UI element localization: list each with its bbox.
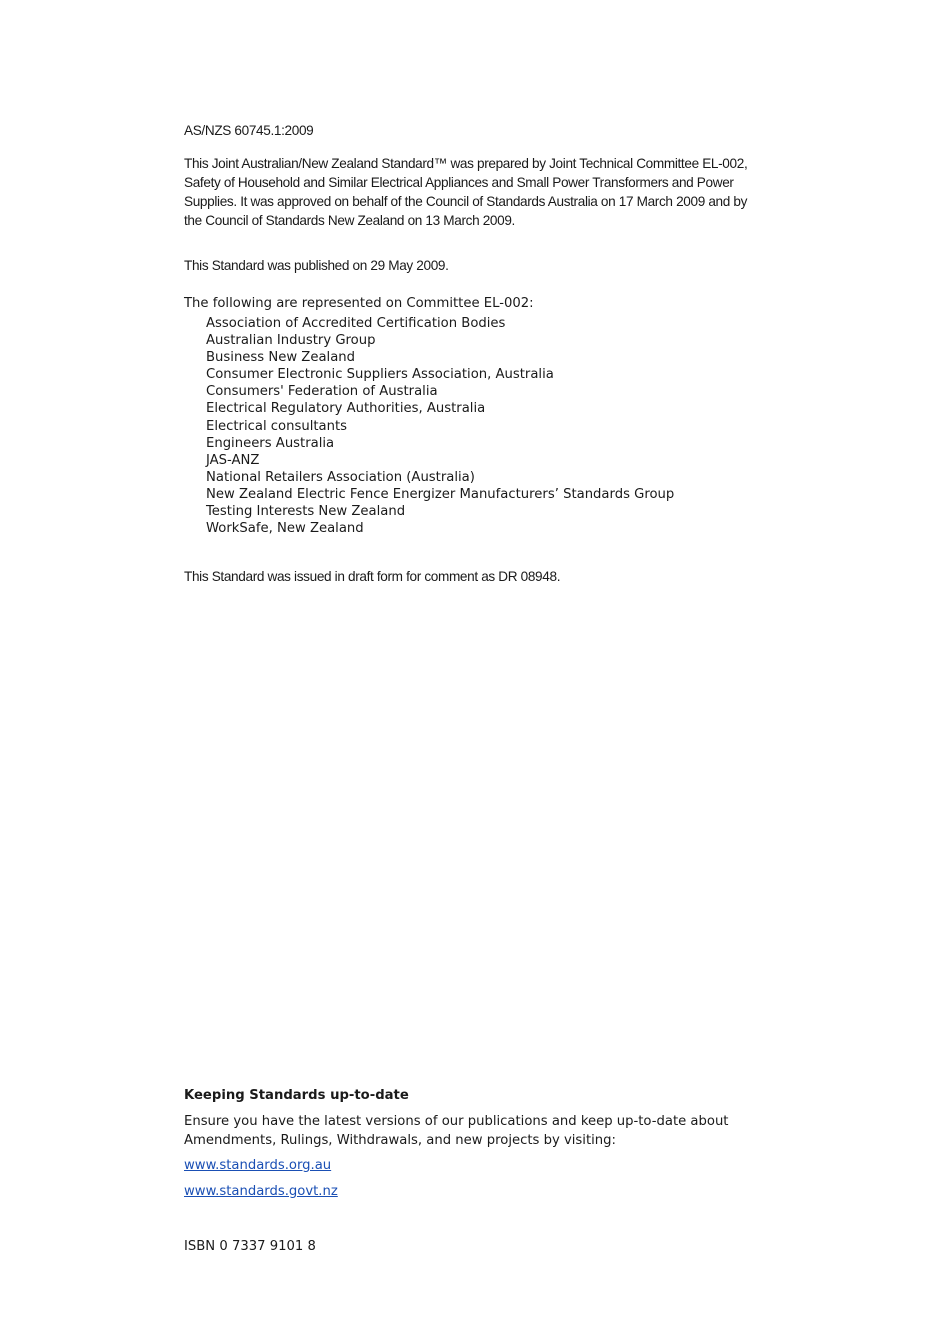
draft-note: This Standard was issued in draft form for comment as DR 08948. bbox=[184, 569, 561, 584]
committee-member: Consumers' Federation of Australia bbox=[206, 384, 438, 400]
committee-member: Association of Accredited Certification Bodies bbox=[206, 316, 506, 331]
committee-member-list bbox=[206, 315, 674, 537]
committee-member: Engineers Australia bbox=[206, 435, 335, 451]
keeping-up-to-date-paragraph: Ensure you have the latest versions of our publications and keep up-to-date about Amendments, Rulings, Withdrawals, and new projects by visiting: bbox=[184, 1114, 729, 1148]
standards-nz-link[interactable]: www.standards.govt.nz bbox=[184, 1184, 338, 1199]
committee-member: Electrical consultants bbox=[206, 418, 348, 434]
committee-member: Consumer Electronic Suppliers Association, Australia bbox=[206, 367, 554, 383]
committee-intro: The following are represented on Committee EL-002: bbox=[184, 296, 534, 311]
preparation-paragraph: This Joint Australian/New Zealand Standard™ was prepared by Joint Technical Committee EL-002, Safety of Household and Similar Electrical Appliances and Small Power Transformers and Power Supplies. It was approved on behalf of the Council of Standards Australia on 17 March 2009 and by the Council of Standards New Zealand on 13 March 2009. bbox=[184, 156, 748, 228]
isbn: ISBN 0 7337 9101 8 bbox=[184, 1239, 316, 1254]
link-row-nz bbox=[184, 1183, 754, 1200]
committee-member: Electrical Regulatory Authorities, Australia bbox=[206, 401, 486, 417]
committee-member: JAS-ANZ bbox=[206, 452, 260, 468]
committee-member: Business New Zealand bbox=[206, 350, 356, 366]
link-row-au bbox=[184, 1157, 754, 1174]
committee-member: National Retailers Association (Australia) bbox=[206, 469, 475, 485]
committee-member: WorkSafe, New Zealand bbox=[206, 521, 364, 537]
document-id: AS/NZS 60745.1:2009 bbox=[184, 123, 314, 138]
publication-date-note: This Standard was published on 29 May 2009. bbox=[184, 258, 449, 273]
standards-australia-link[interactable]: www.standards.org.au bbox=[184, 1158, 332, 1173]
committee-member: Testing Interests New Zealand bbox=[206, 504, 406, 520]
committee-member: New Zealand Electric Fence Energizer Manufacturers’ Standards Group bbox=[206, 486, 675, 502]
keeping-up-to-date-heading: Keeping Standards up-to-date bbox=[184, 1088, 409, 1103]
committee-member: Australian Industry Group bbox=[206, 333, 376, 349]
